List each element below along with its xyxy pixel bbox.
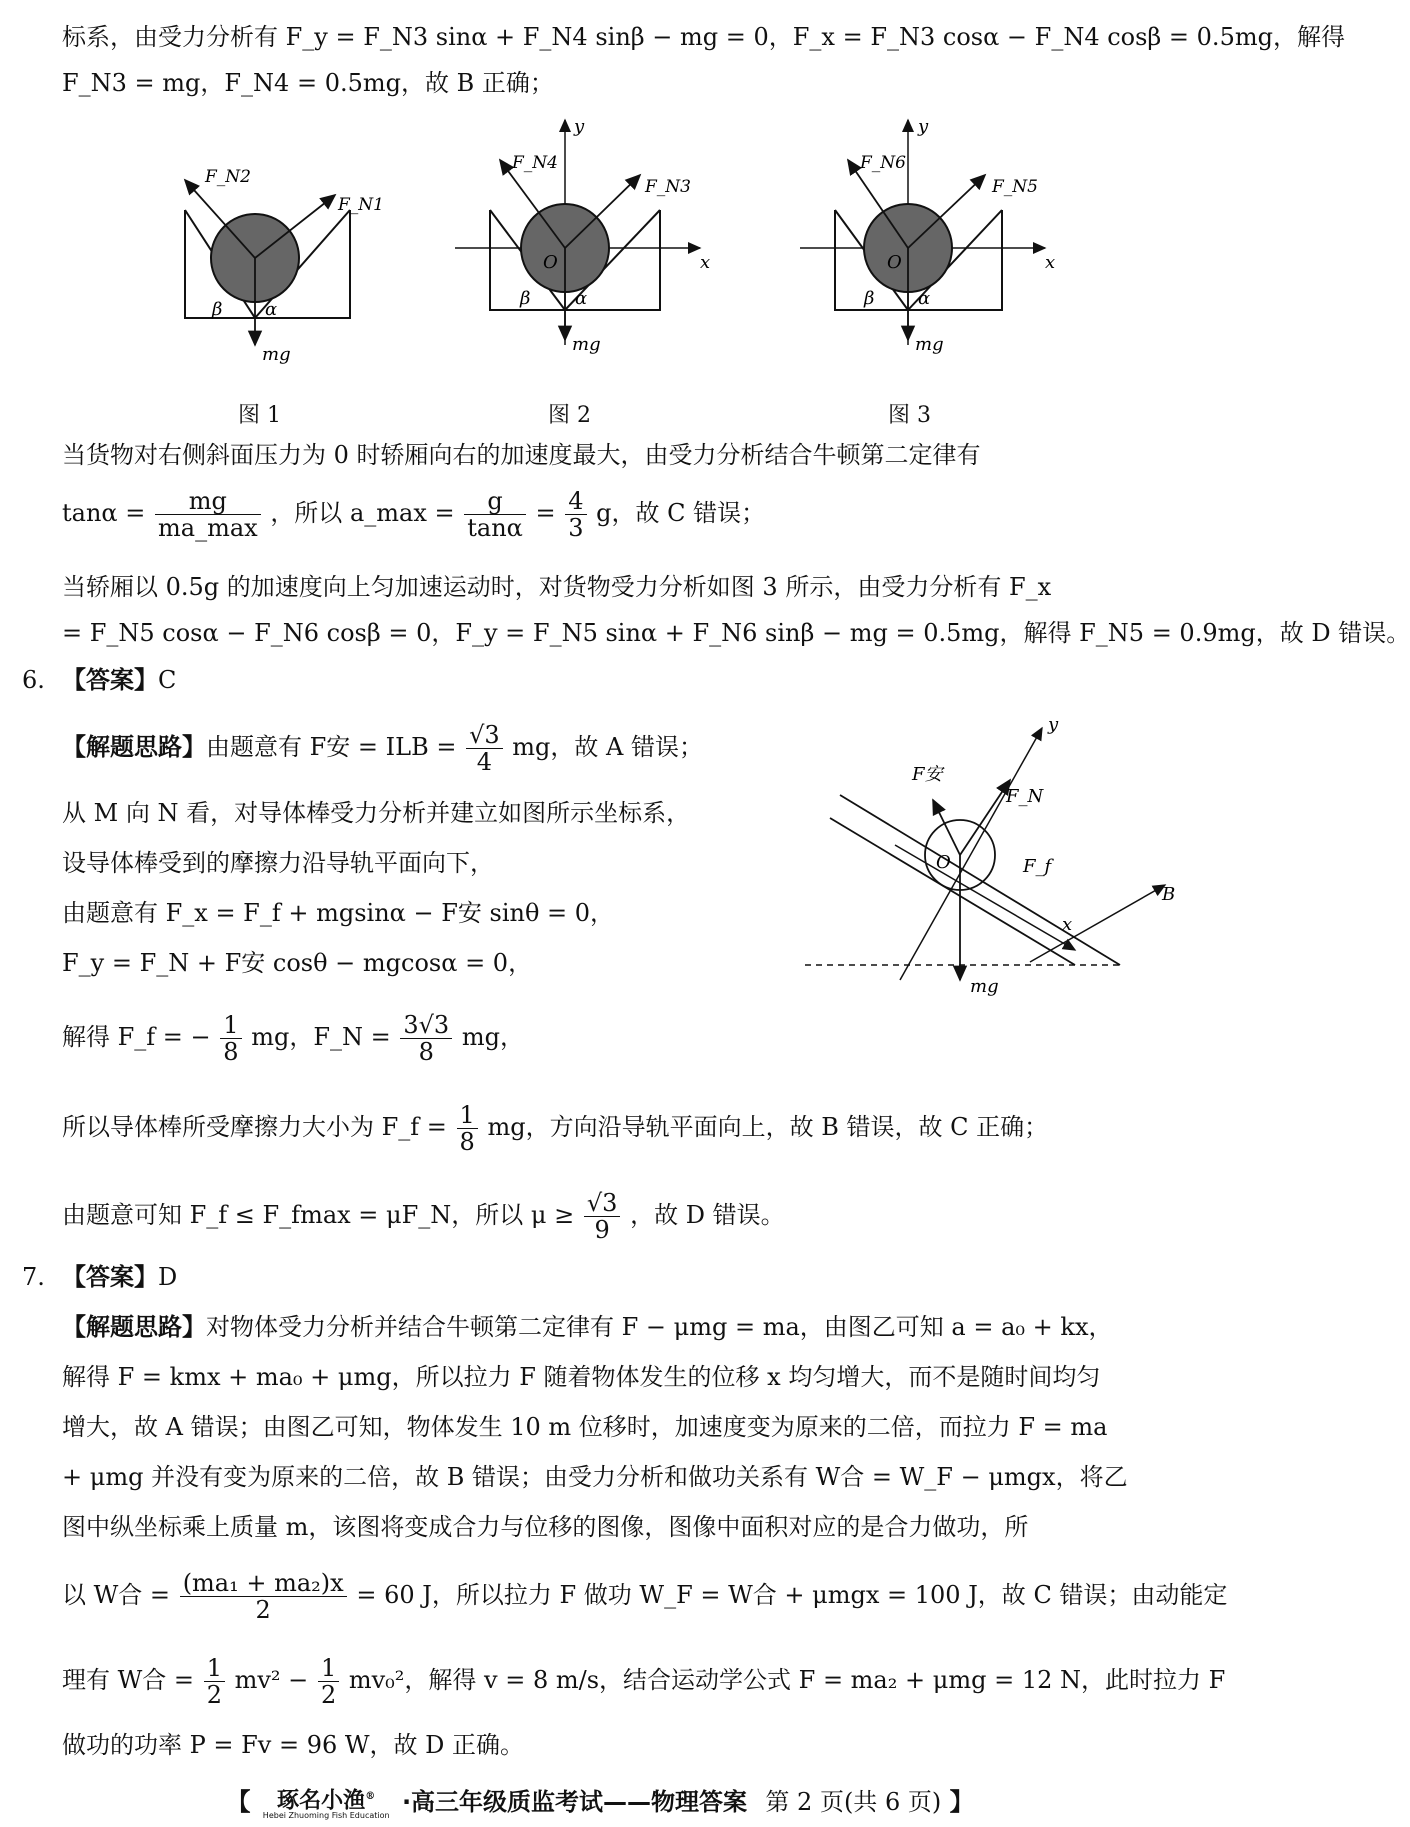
frac-den: 8 <box>459 1128 475 1156</box>
q6-l7-pre: 所以导体棒所受摩擦力大小为 F_f = <box>62 1113 447 1141</box>
fig2-x: x <box>700 252 711 273</box>
fig3-mg: mg <box>915 334 944 355</box>
fig3-fn6: F_N6 <box>860 153 906 173</box>
frac-num: g <box>464 488 526 515</box>
logo-sub-text: Hebei Zhuoming Fish Education <box>262 1811 390 1821</box>
frac-den: 2 <box>255 1596 271 1624</box>
fig2-caption: 图 2 <box>548 403 591 428</box>
frac-1-8 <box>457 1102 478 1155</box>
q6-l6-post: mg， <box>461 1023 524 1051</box>
q6fig-y: y <box>1048 714 1059 735</box>
q6fig-fn: F_N <box>1006 786 1044 807</box>
figure-2 <box>455 116 710 355</box>
frac-sqrt3-9 <box>584 1190 621 1243</box>
para2-l2-eq: = <box>535 499 556 527</box>
brand-logo <box>263 1786 390 1820</box>
fig1-fn1: F_N1 <box>338 195 384 215</box>
page-footer <box>0 1782 1200 1820</box>
fig1-alpha: α <box>265 299 278 320</box>
fig2-y: y <box>574 116 585 137</box>
frac-den: 8 <box>418 1038 434 1066</box>
para1-line2: F_N3 = mg，F_N4 = 0.5mg，故 B 正确； <box>62 69 554 97</box>
logo-reg-mark: ® <box>365 1790 376 1802</box>
q7-number: 7. <box>22 1263 45 1291</box>
q6-l1-pre: 由题意有 F安 = ILB = <box>206 733 457 761</box>
figures-1-3 <box>0 100 1200 370</box>
fig2-beta: β <box>520 288 531 309</box>
fig3-x: x <box>1045 252 1056 273</box>
q7-l7-post: mv₀²，解得 v = 8 m/s，结合运动学公式 F = ma₂ + μmg = 12 N，此时拉力 F <box>348 1666 1226 1694</box>
q7-answer <box>62 1262 177 1292</box>
fig3-fn5: F_N5 <box>992 177 1038 197</box>
footer-title: ·高三年级质监考试——物理答案 <box>401 1788 748 1816</box>
q6fig-x: x <box>1062 914 1073 935</box>
frac-den: 2 <box>206 1681 222 1709</box>
q6-line4: 由题意有 F_x = F_f + mgsinα − F安 sinθ = 0， <box>62 899 615 927</box>
frac-den: 3 <box>568 514 584 542</box>
q6fig-B: B <box>1162 884 1176 905</box>
frac-num: (ma₁ + ma₂)x <box>180 1570 347 1597</box>
frac-1-2 <box>318 1655 339 1708</box>
para2-line2 <box>62 488 765 541</box>
q6-sol-label: 【解题思路】 <box>62 733 206 761</box>
q6fig-fan: F安 <box>912 764 943 785</box>
q6-l6-mid: mg，F_N = <box>251 1023 391 1051</box>
q6-line5: F_y = F_N + F安 cosθ − mgcosα = 0， <box>62 949 533 977</box>
frac-num: 1 <box>220 1012 241 1039</box>
q7-line6 <box>62 1570 1227 1623</box>
fig3-O: O <box>887 252 902 273</box>
fig2-alpha: α <box>575 288 588 309</box>
para2-l2-pre: tanα = <box>62 499 146 527</box>
fig3-alpha: α <box>918 288 931 309</box>
frac-work <box>180 1570 347 1623</box>
q7-l7-mid: mv² − <box>234 1666 309 1694</box>
q6-l8-post: ，故 D 错误。 <box>630 1201 785 1229</box>
q7-answer-label: 【答案】 <box>62 1263 158 1291</box>
q6-l6-pre: 解得 F_f = − <box>62 1023 211 1051</box>
q7-line3: 增大，故 A 错误；由图乙可知，物体发生 10 m 位移时，加速度变为原来的二倍，而拉力 F = ma <box>62 1413 1108 1441</box>
fig1-caption: 图 1 <box>238 403 281 428</box>
para2-line4: = F_N5 cosα − F_N6 cosβ = 0，F_y = F_N5 sinα + F_N6 sinβ − mg = 0.5mg，解得 F_N5 = 0.9mg，故 D 错误。 <box>62 619 1410 647</box>
frac-den: tanα <box>467 514 523 542</box>
para1-line1: 标系，由受力分析有 F_y = F_N3 sinα + F_N4 sinβ − mg = 0，F_x = F_N3 cosα − F_N4 cosβ = 0.5mg，解得 <box>62 23 1345 51</box>
frac-sqrt3-4 <box>466 722 503 775</box>
q7-sol-label: 【解题思路】 <box>62 1313 206 1341</box>
frac-den: 8 <box>223 1038 239 1066</box>
fig1-fn2: F_N2 <box>205 167 251 187</box>
para2-line1: 当货物对右侧斜面压力为 0 时轿厢向右的加速度最大，由受力分析结合牛顿第二定律有 <box>62 441 981 469</box>
q7-line8: 做功的功率 P = Fv = 96 W，故 D 正确。 <box>62 1731 525 1759</box>
q7-l1-text: 对物体受力分析并结合牛顿第二定律有 F − μmg = ma，由图乙可知 a = a₀ + kx， <box>206 1313 1113 1341</box>
q6-answer-label: 【答案】 <box>62 666 158 694</box>
frac-num: √3 <box>466 722 503 749</box>
fig3-y: y <box>918 116 929 137</box>
frac-1-8 <box>220 1012 241 1065</box>
fig3-caption: 图 3 <box>888 403 931 428</box>
frac-num: 1 <box>457 1102 478 1129</box>
frac-num: 1 <box>204 1655 225 1682</box>
q6-number: 6. <box>22 666 45 694</box>
para2-l2-post: g，故 C 错误； <box>596 499 766 527</box>
frac-den: ma_max <box>158 514 258 542</box>
fig2-O: O <box>543 252 558 273</box>
q6fig-O: O <box>936 852 951 873</box>
frac-den: 4 <box>476 748 493 776</box>
q6-line3: 设导体棒受到的摩擦力沿导轨平面向下， <box>62 849 494 877</box>
q6-l8-pre: 由题意可知 F_f ≤ F_fmax = μF_N，所以 μ ≥ <box>62 1201 575 1229</box>
q6-line2: 从 M 向 N 看，对导体棒受力分析并建立如图所示坐标系， <box>62 799 691 827</box>
q6-line8 <box>62 1190 785 1243</box>
frac-3sqrt3-8 <box>400 1012 452 1065</box>
frac-num: 1 <box>318 1655 339 1682</box>
fig2-fn4: F_N4 <box>512 153 558 173</box>
q7-l6-pre: 以 W合 = <box>62 1581 171 1609</box>
para2-line3: 当轿厢以 0.5g 的加速度向上匀加速运动时，对货物受力分析如图 3 所示，由受力分析有 F_x <box>62 573 1052 601</box>
fig1-mg: mg <box>262 344 291 365</box>
q7-line4: + μmg 并没有变为原来的二倍，故 B 错误；由受力分析和做功关系有 W合 = W_F − μmgx，将乙 <box>62 1463 1128 1491</box>
footer-page: 第 2 页(共 6 页) <box>765 1788 942 1816</box>
footer-bracket-open: 【 <box>226 1788 251 1816</box>
frac-mg-mamax <box>155 488 261 541</box>
q7-answer-value: D <box>158 1263 178 1291</box>
fig2-fn3: F_N3 <box>645 177 691 197</box>
fig3-beta: β <box>864 288 875 309</box>
q6-answer-value: C <box>158 666 177 694</box>
q7-line2: 解得 F = kmx + ma₀ + μmg，所以拉力 F 随着物体发生的位移 x 均匀增大，而不是随时间均匀 <box>62 1363 1101 1391</box>
para2-l2-mid: ，所以 a_max = <box>270 499 455 527</box>
q6fig-ff: F_f <box>1023 856 1052 877</box>
q6-l1-post: mg，故 A 错误； <box>512 733 704 761</box>
q6fig-mg: mg <box>970 976 999 997</box>
figure-1 <box>185 167 384 365</box>
frac-1-2 <box>204 1655 225 1708</box>
logo-main-text: 琢名小渔 <box>277 1787 366 1814</box>
fig2-mg: mg <box>572 334 601 355</box>
q6-figure <box>810 700 1190 1000</box>
frac-den: 2 <box>320 1681 337 1709</box>
q6-l7-post: mg，方向沿导轨平面向上，故 B 错误，故 C 正确； <box>487 1113 1049 1141</box>
q7-line7 <box>62 1655 1225 1708</box>
frac-g-tan <box>464 488 526 541</box>
frac-den: 9 <box>594 1216 610 1244</box>
q7-l6-post: = 60 J，所以拉力 F 做功 W_F = W合 + μmgx = 100 J，故 C 错误；由动能定 <box>356 1581 1228 1609</box>
q6-answer <box>62 665 176 695</box>
frac-4-3 <box>565 488 586 541</box>
q7-line1 <box>62 1312 1112 1342</box>
frac-num: 4 <box>565 488 586 515</box>
figure-3 <box>800 116 1055 355</box>
q6-line1 <box>62 722 703 775</box>
fig1-beta: β <box>212 299 223 320</box>
footer-bracket-close: 】 <box>949 1788 974 1816</box>
frac-num: 3√3 <box>400 1012 452 1039</box>
q7-line5: 图中纵坐标乘上质量 m，该图将变成合力与位移的图像，图像中面积对应的是合力做功，所 <box>62 1513 1029 1541</box>
frac-num: √3 <box>584 1190 621 1217</box>
q6-line7 <box>62 1102 1048 1155</box>
q7-l7-pre: 理有 W合 = <box>62 1666 195 1694</box>
frac-num: mg <box>155 488 261 515</box>
q6-line6 <box>62 1012 524 1065</box>
